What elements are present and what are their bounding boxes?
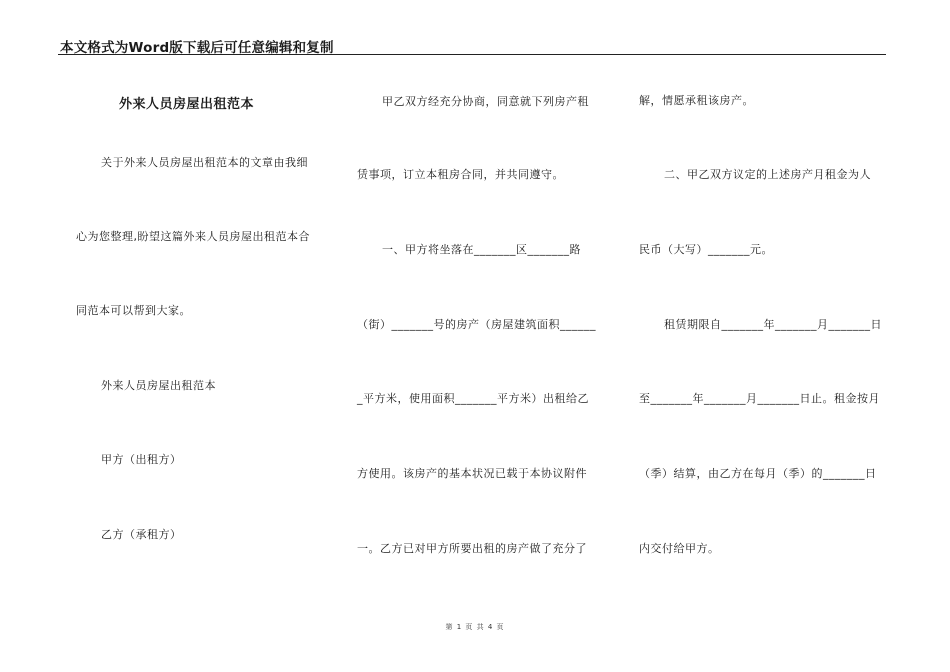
paragraph-line: 关于外来人员房屋出租范本的文章由我细 [101, 156, 308, 169]
page-number: 第 1 页 共 4 页 [445, 623, 505, 631]
clause-one-line: 一、甲方将坐落在_______区_______路 [382, 243, 581, 256]
section-heading: 外来人员房屋出租范本 [101, 379, 216, 392]
header-text: 本文格式为Word版下载后可任意编辑和复制 [60, 40, 334, 56]
clause-one-line: _平方米，使用面积_______平方米）出租给乙 [357, 392, 589, 405]
lease-term-line: 租赁期限自_______年_______月_______日 [664, 318, 882, 331]
paragraph-line: 甲乙双方经充分协商，同意就下列房产租 [382, 95, 589, 108]
clause-one-line: 方使用。该房产的基本状况已载于本协议附件 [357, 467, 587, 480]
lease-term-line: 内交付给甲方。 [639, 542, 720, 555]
document-title: 外来人员房屋出租范本 [119, 97, 255, 112]
paragraph-line: 赁事项，订立本租房合同，并共同遵守。 [357, 168, 564, 181]
paragraph-line: 同范本可以帮到大家。 [76, 304, 191, 317]
lease-term-line: （季）结算，由乙方在每月（季）的_______日 [639, 467, 877, 480]
paragraph-line: 心为您整理,盼望这篇外来人员房屋出租范本合 [76, 230, 310, 243]
paragraph-line: 解，情愿承租该房产。 [639, 94, 754, 107]
clause-one-line: 一。乙方已对甲方所要出租的房产做了充分了 [357, 542, 587, 555]
party-a-label: 甲方（出租方） [101, 453, 182, 466]
party-b-label: 乙方（承租方） [101, 528, 182, 541]
clause-two-line: 民币（大写）_______元。 [639, 243, 773, 256]
document-header [58, 34, 886, 55]
lease-term-line: 至_______年_______月_______日止。租金按月 [639, 392, 880, 405]
clause-two-line: 二、甲乙双方议定的上述房产月租金为人 [664, 168, 871, 181]
clause-one-line: （街）_______号的房产（房屋建筑面积______ [357, 318, 596, 331]
